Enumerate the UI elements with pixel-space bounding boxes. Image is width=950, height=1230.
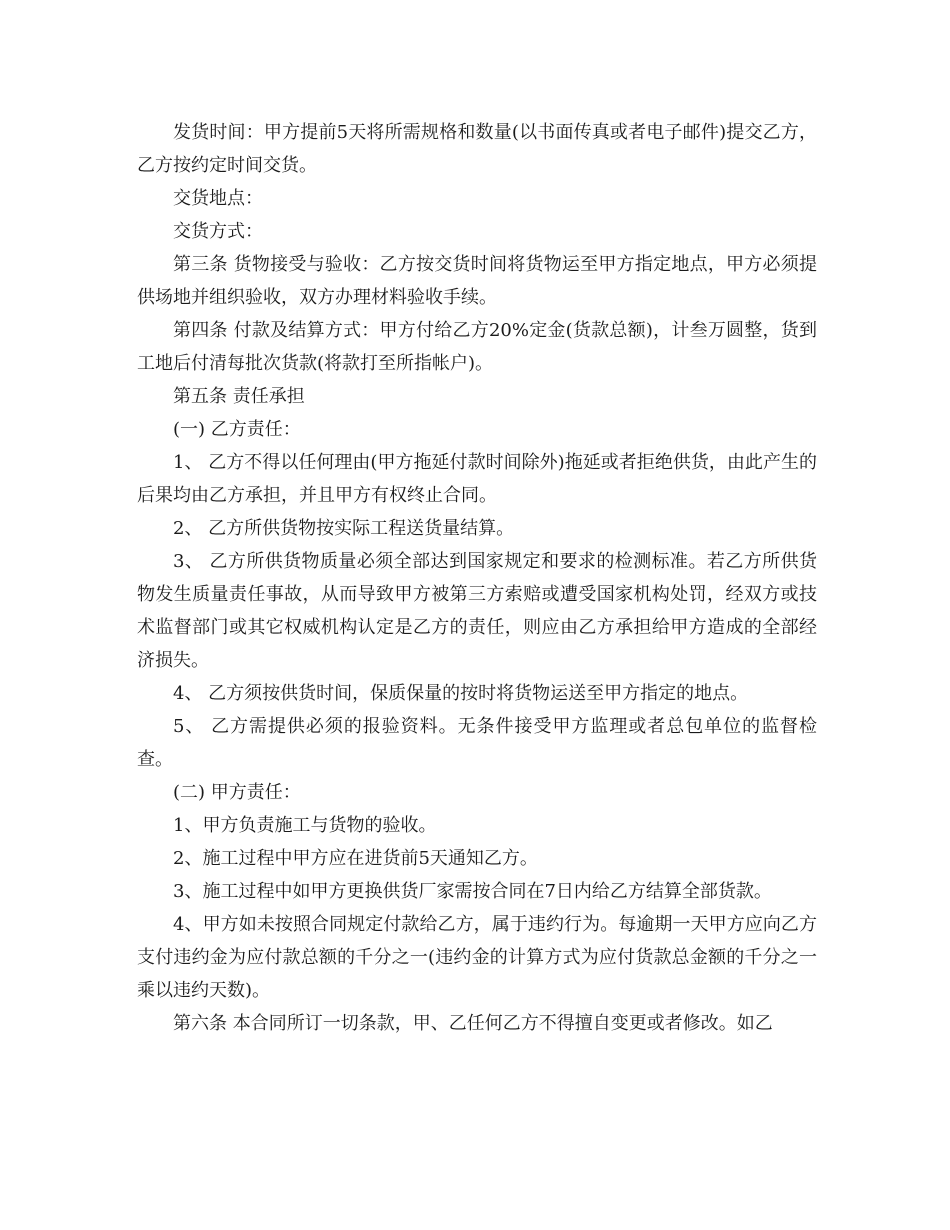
paragraph-party-b-item-1: 1、 乙方不得以任何理由(甲方拖延付款时间除外)拖延或者拒绝供货，由此产生的后果均由乙方承担，并且甲方有权终止合同。 [137, 452, 817, 506]
paragraph-party-b-item-4: 4、 乙方须按供货时间，保质保量的按时将货物运送至甲方指定的地点。 [173, 683, 749, 704]
paragraph-party-a-item-3: 3、施工过程中如甲方更换供货厂家需按合同在7日内给乙方结算全部货款。 [173, 881, 772, 902]
paragraph-article-5-heading: 第五条 责任承担 [173, 386, 305, 407]
paragraph-party-a-heading: (二) 甲方责任： [173, 782, 301, 803]
paragraph-delivery-time: 发货时间：甲方提前5天将所需规格和数量(以书面传真或者电子邮件)提交乙方，乙方按约定时间交货。 [137, 122, 817, 176]
paragraph-party-b-item-3: 3、 乙方所供货物质量必须全部达到国家规定和要求的检测标准。若乙方所供货物发生质量责任事故，从而导致甲方被第三方索赔或遭受国家机构处罚，经双方或技术监督部门或其它权威机构认定是乙方的责任，则应由乙方承担给甲方造成的全部经济损失。 [137, 551, 817, 671]
paragraph-party-a-item-2: 2、施工过程中甲方应在进货前5天通知乙方。 [173, 848, 538, 869]
paragraph-party-a-item-4: 4、甲方如未按照合同规定付款给乙方，属于违约行为。每逾期一天甲方应向乙方支付违约金为应付款总额的千分之一(违约金的计算方式为应付货款总金额的千分之一乘以违约天数)。 [137, 914, 817, 1001]
paragraph-party-b-item-5: 5、 乙方需提供必须的报验资料。无条件接受甲方监理或者总包单位的监督检查。 [137, 716, 817, 770]
paragraph-party-a-item-1: 1、甲方负责施工与货物的验收。 [173, 815, 437, 836]
paragraph-delivery-method: 交货方式： [173, 221, 263, 242]
document-body [137, 116, 817, 1040]
paragraph-delivery-location: 交货地点： [173, 188, 263, 209]
paragraph-article-6: 第六条 本合同所订一切条款，甲、乙任何乙方不得擅自变更或者修改。如乙 [173, 1013, 773, 1034]
paragraph-article-4: 第四条 付款及结算方式：甲方付给乙方20%定金(货款总额)，计叁万圆整，货到工地后付清每批次货款(将款打至所指帐户)。 [137, 320, 817, 374]
paragraph-party-b-heading: (一) 乙方责任： [173, 419, 301, 440]
paragraph-article-3: 第三条 货物接受与验收：乙方按交货时间将货物运至甲方指定地点，甲方必须提供场地并组织验收，双方办理材料验收手续。 [137, 254, 817, 308]
paragraph-party-b-item-2: 2、 乙方所供货物按实际工程送货量结算。 [173, 518, 515, 539]
